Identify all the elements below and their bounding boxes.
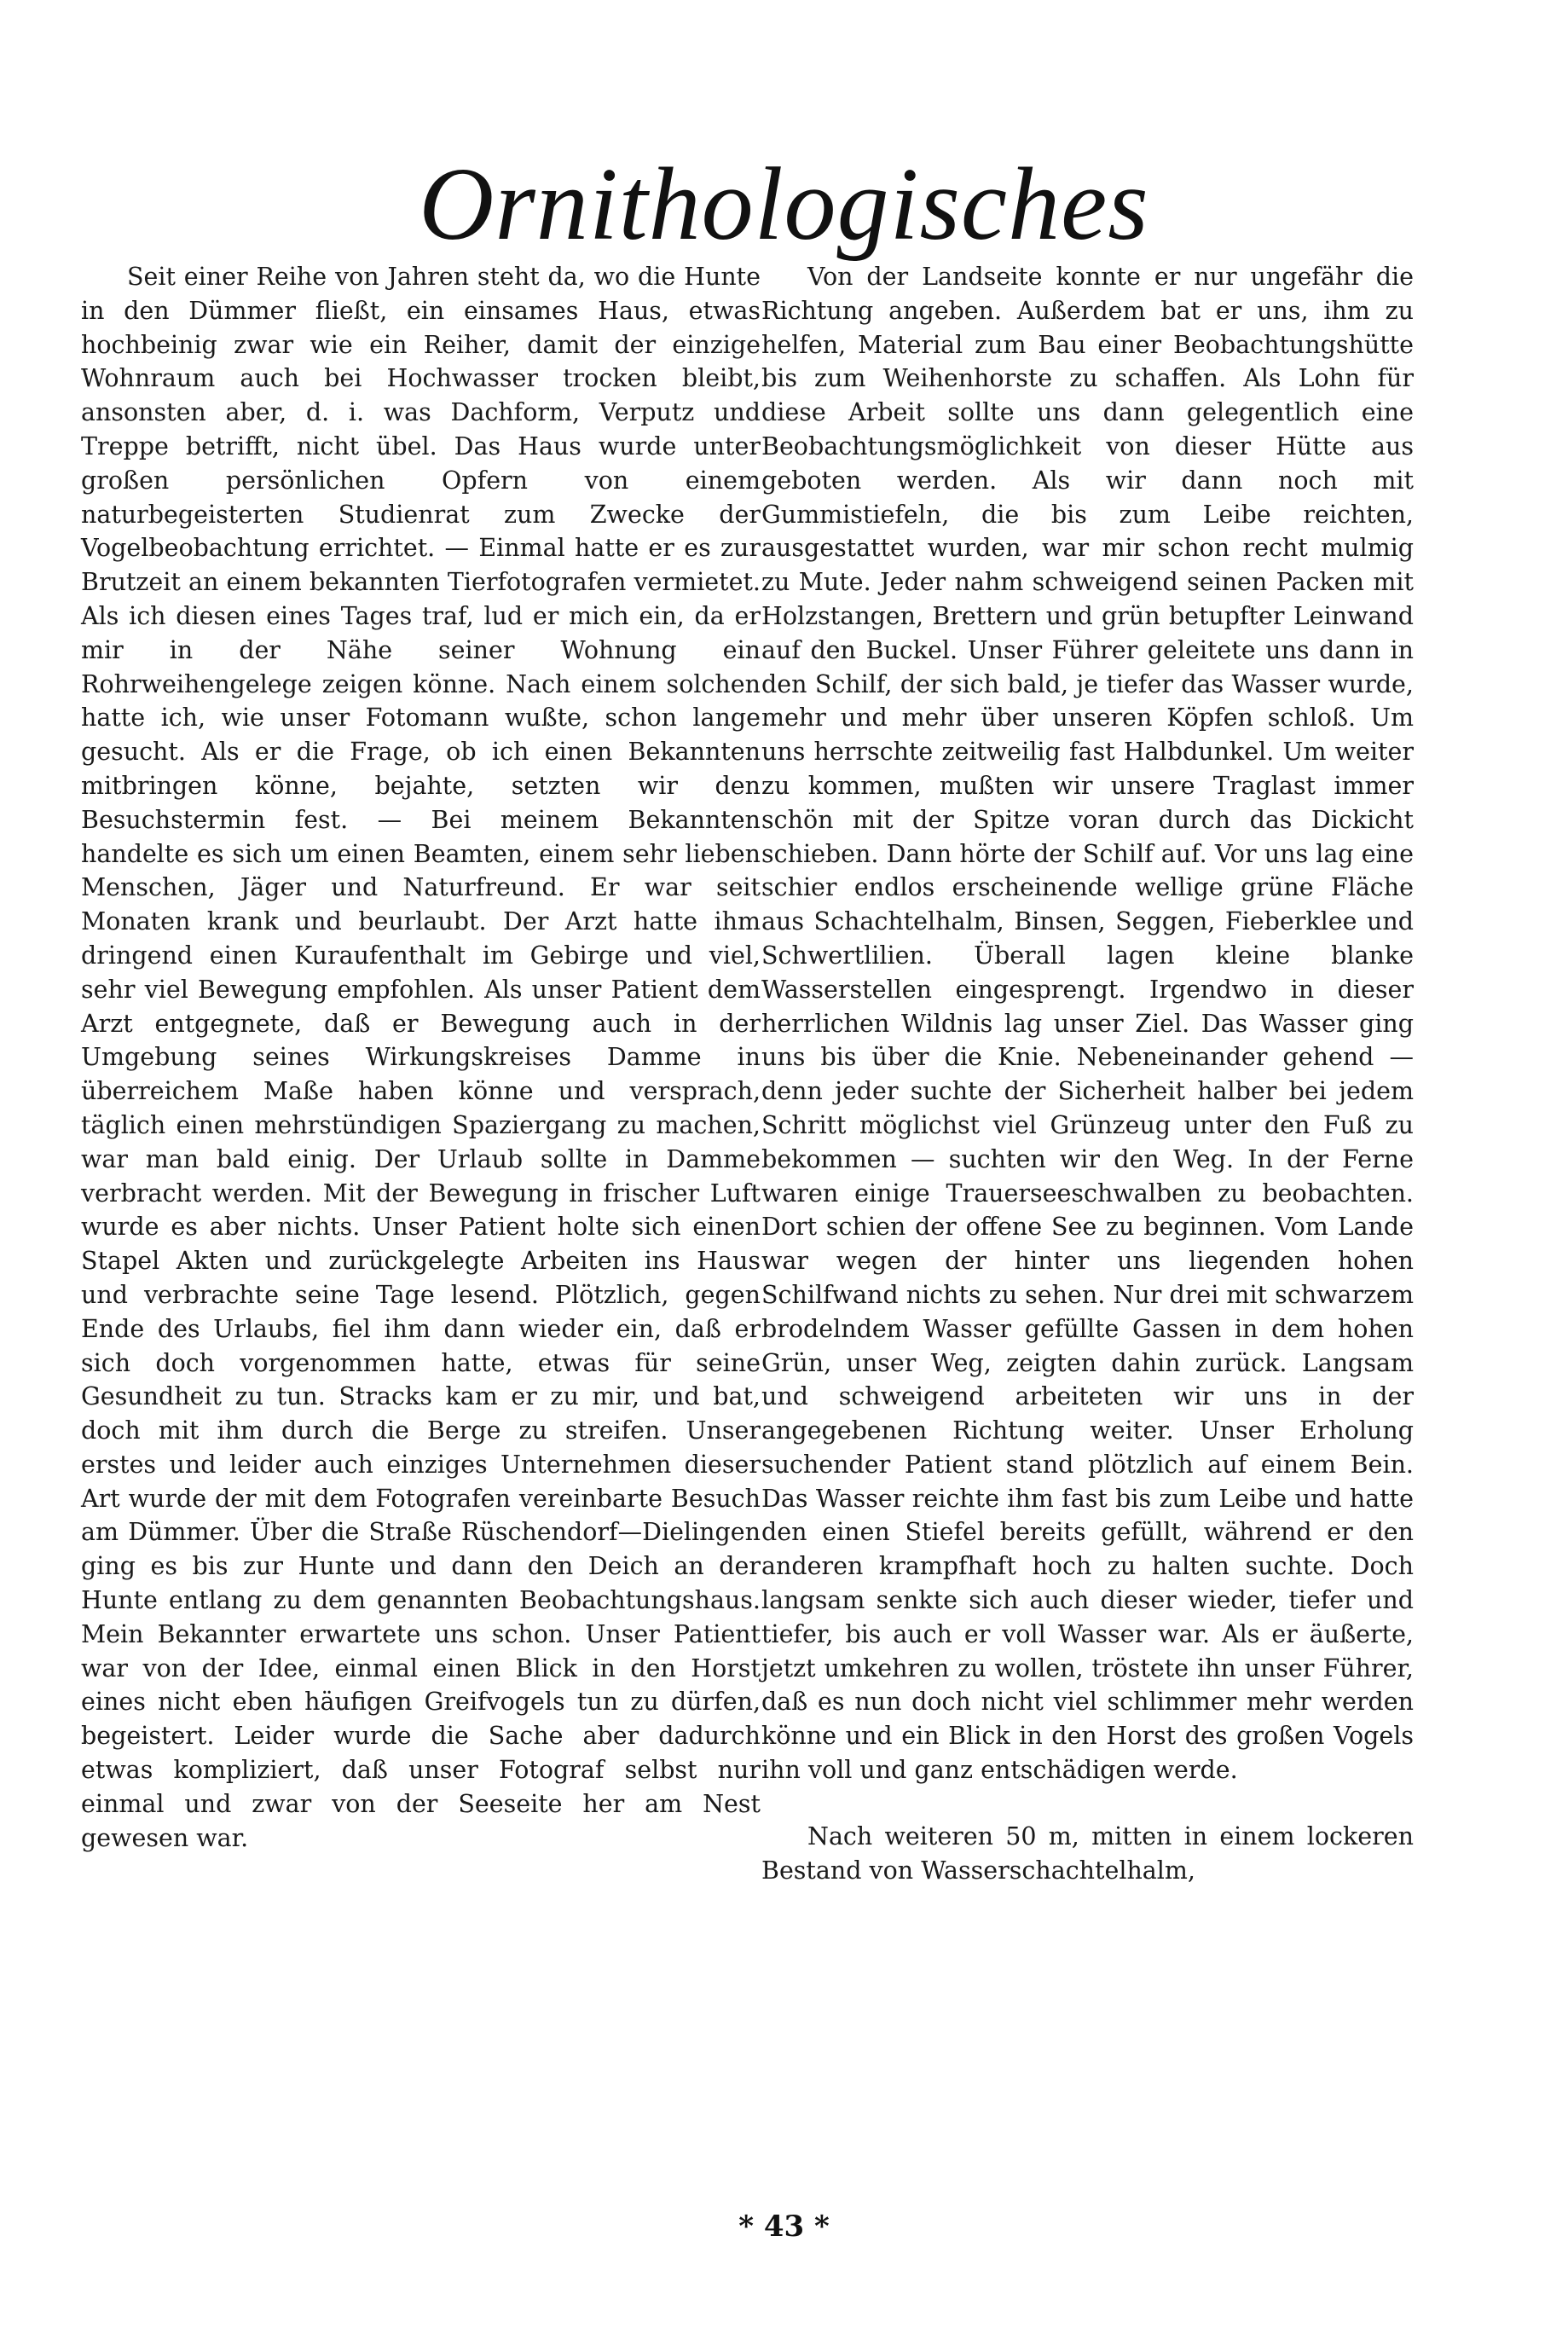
left-paragraph-1: Seit einer Reihe von Jahren steht da, wo die Hunte in den Dümmer fließt, ein einsames Haus, etwas hochbeinig zwar wie ein Reiher, damit der einzige Wohnraum auch bei Hochwasser trocken bleibt, ansonsten aber, d. i. was Dachform, Verputz und Treppe betrifft, nicht übel. Das Haus wurde unter großen persönlichen Opfern von einem naturbegeisterten Studienrat zum Zwecke der Vogelbeobachtung errichtet. — Einmal hatte er es zur Brutzeit an einem bekannten Tierfotografen vermietet. Als ich diesen eines Tages traf, lud er mich ein, da er mir in der Nähe seiner Wohnung ein Rohrweihengelege zeigen könne. Nach einem solchen hatte ich, wie unser Fotomann wußte, schon lange gesucht. Als er die Frage, ob ich einen Bekannten mitbringen könne, bejahte, setzten wir den Besuchstermin fest. — Bei meinem Bekannten handelte es sich um einen Beamten, einem sehr lieben Menschen, Jäger und Naturfreund. Er war seit Monaten krank und beurlaubt. Der Arzt hatte ihm dringend einen Kuraufenthalt im Gebirge und viel, sehr viel Bewegung empfohlen. Als unser Patient dem Arzt entgegnete, daß er Bewegung auch in der Umgebung seines Wirkungskreises Damme in überreichem Maße haben könne und versprach, täglich einen mehrstündigen Spaziergang zu machen, war man bald einig. Der Urlaub sollte in Damme verbracht werden. Mit der Bewegung in frischer Luft wurde es aber nichts. Unser Patient holte sich einen Stapel Akten und zurückgelegte Arbeiten ins Haus und verbrachte seine Tage lesend. Plötzlich, gegen Ende des Urlaubs, fiel ihm dann wieder ein, daß er sich doch vorgenommen hatte, etwas für seine Gesundheit zu tun. Stracks kam er zu mir, und bat, doch mit ihm durch die Berge zu streifen. Unser erstes und leider auch einziges Unternehmen dieser Art wurde der mit dem Fotografen vereinbarte Besuch am Dümmer. Über die Straße Rüschendorf—Dielingen ging es bis zur Hunte und dann den Deich an der Hunte entlang zu dem genannten Beobachtungshaus. Mein Bekannter erwartete uns schon. Unser Patient war von der Idee, einmal einen Blick in den Horst eines nicht eben häufigen Greifvogels tun zu dürfen, begeistert. Leider wurde die Sache aber dadurch etwas kompliziert, daß unser Fotograf selbst nur einmal und zwar von der Seeseite her am Nest gewesen war. xyxy=(81,263,761,1852)
right-paragraph-1: Von der Landseite konnte er nur ungefähr die Richtung angeben. Außerdem bat er uns, ihm zu helfen, Material zum Bau einer Beobachtungshütte bis zum Weihenhorste zu schaffen. Als Lohn für diese Arbeit sollte uns dann gelegentlich eine Beobachtungsmöglichkeit von dieser Hütte aus geboten werden. Als wir dann noch mit Gummistiefeln, die bis zum Leibe reichten, ausgestattet wurden, war mir schon recht mulmig zu Mute. Jeder nahm schweigend seinen Packen mit Holzstangen, Brettern und grün betupfter Leinwand auf den Buckel. Unser Führer geleitete uns dann in den Schilf, der sich bald, je tiefer das Wasser wurde, mehr und mehr über unseren Köpfen schloß. Um uns herrschte zeitweilig fast Halbdunkel. Um weiter zu kommen, mußten wir unsere Traglast immer schön mit der Spitze voran durch das Dickicht schieben. Dann hörte der Schilf auf. Vor uns lag eine schier endlos erscheinende wellige grüne Fläche aus Schachtelhalm, Binsen, Seggen, Fieberklee und Schwertlilien. Überall lagen kleine blanke Wasserstellen eingesprengt. Irgendwo in dieser herrlichen Wildnis lag unser Ziel. Das Wasser ging uns bis über die Knie. Nebeneinander gehend — denn jeder suchte der Sicherheit halber bei jedem Schritt möglichst viel Grünzeug unter den Fuß zu bekommen — suchten wir den Weg. In der Ferne waren einige Trauerseeschwalben zu beobachten. Dort schien der offene See zu beginnen. Vom Lande war wegen der hinter uns liegenden hohen Schilfwand nichts zu sehen. Nur drei mit schwarzem brodelndem Wasser gefüllte Gassen in dem hohen Grün, unser Weg, zeigten dahin zurück. Langsam und schweigend arbeiteten wir uns in der angegebenen Richtung weiter. Unser Erholung suchender Patient stand plötzlich auf einem Bein. Das Wasser reichte ihm fast bis zum Leibe und hatte den einen Stiefel bereits gefüllt, während er den anderen krampfhaft hoch zu halten suchte. Doch langsam senkte sich auch dieser wieder, tiefer und tiefer, bis auch er voll Wasser war. Als er äußerte, jetzt umkehren zu wollen, tröstete ihn unser Führer, daß es nun doch nicht viel schlimmer mehr werden könne und ein Blick in den Horst des großen Vogels ihn voll und ganz entschädigen werde. xyxy=(761,263,1414,1785)
left-column xyxy=(81,260,761,1855)
right-column xyxy=(761,260,1414,1887)
page-title: Ornithologisches xyxy=(419,147,1149,262)
page-number: * 43 * xyxy=(738,2209,830,2244)
right-paragraph-2: Nach weiteren 50 m, mitten in einem lockeren Bestand von Wasserschachtelhalm, xyxy=(761,1821,1414,1885)
